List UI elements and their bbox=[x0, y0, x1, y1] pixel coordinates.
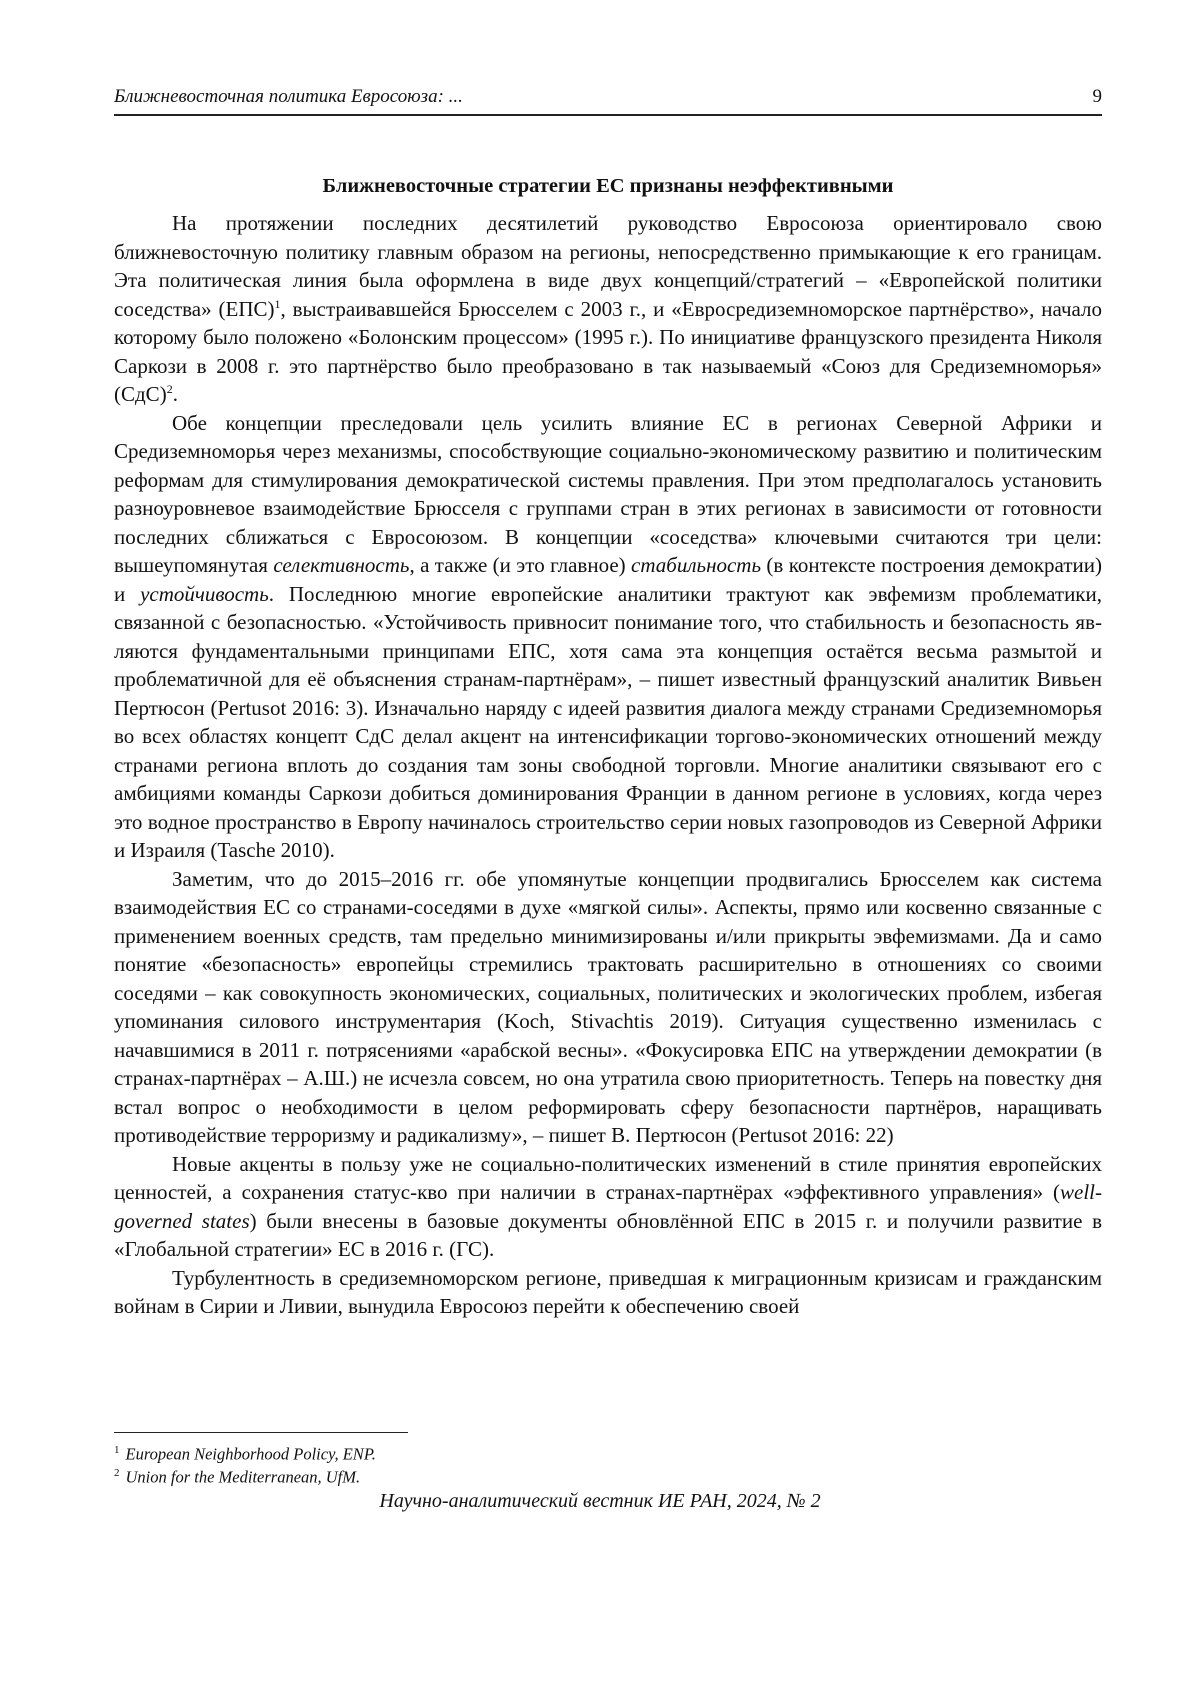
running-title: Ближневосточная политика Евросоюза: ... bbox=[114, 86, 463, 107]
footnote-divider bbox=[114, 1432, 408, 1433]
body-text bbox=[114, 209, 1102, 1321]
paragraph-1: На протяжении последних десятилетий руководство Евросоюза ориентировало свою ближневосточную политику главным образом на регионы, непосредственно примыкающие к его границам. Эта политическая линия была оформлена в виде двух концепций/стратегий – «Европейской политики соседства» (ЕПС)$^1$, выстраивавшейся Брюсселем с 2003 г., и «Евросредиземноморское партнёрство», начало которому было положено «Болонским процессом» (1995 г.). По инициативе французского президента Николя Саркози в 2008 г. это партнёрство было преобразовано в так называемый «Союз для Средиземноморья» (СдС)$^2$. bbox=[114, 211, 1102, 406]
footnotes bbox=[114, 1441, 1102, 1486]
paragraph-2: Обе концепции преследовали цель усилить влияние ЕС в регионах Северной Африки и Средиземноморья через механизмы, способствующие социально-экономическому развитию и политическим реформам для стимулирования демократической системы правления. При этом предполагалось установить разноуровневое взаимодействие Брюсселя с группами стран в этих регионах в зависимости от готовности последних сближаться с Евросоюзом. В концепции «соседства» ключевыми считаются три цели: вышеупомянутая селективность, а также (и это главное) стабильность (в контексте построения демократии) и устойчивость. Последнюю многие европейские аналитики трактуют как эвфемизм проблематики, связанной с безопасностью. «Устойчивость привносит понимание того, что стабильность и безопасность являются фундаментальными принципами ЕПС, хотя сама эта концепция остаётся весьма размытой и проблематичной для её объяснения странам-партнёрам», – пишет известный французский аналитик Вивьен Пертюсон (Pertusot 2016: 3). Изначально наряду с идеей развития диалога между странами Средиземноморья во всех областях концепт СдС делал акцент на интенсификации торгово-экономических отношений между странами региона вплоть до создания там зоны свободной торговли. Многие аналитики связывают его с амбициями команды Саркози добиться доминирования Франции в данном регионе в условиях, когда через это водное пространство в Европу начиналось строительство серии новых газопроводов из Северной Африки и Израиля (Tasche 2010). bbox=[114, 410, 1102, 862]
footnote-2: $^2$ Union for the Mediterranean, UfM. bbox=[114, 1466, 361, 1486]
term-resilience: устойчивость bbox=[140, 581, 269, 606]
paragraph-3: Заметим, что до 2015–2016 гг. обе упомянутые концепции продвигались Брюсселем как система взаимодействия ЕС со странами-соседями в духе «мягкой силы». Аспекты, прямо или косвенно связанные с применением военных средств, там предельно минимизированы и/или прикрыты эвфемизмами. Да и само понятие «безопасность» европейцы стремились трактовать расширительно в отношениях со своими соседями – как совокупность экономических, социальных, политических и экологических проблем, избегая упоминания силового инструментария (Koch, Stivachtis 2019). Ситуация существенно изменилась с начавшимися в 2011 г. потрясениями «арабской весны». «Фокусировка ЕПС на утверждении демократии (в странах-партнёрах – А.Ш.) не исчезла совсем, но она утратила свою приоритетность. Теперь на повестку дня встал вопрос о необходимости в целом реформировать сферу безопасности партнёров, наращивать противодействие терроризму и радикализму», – пишет В. Пертюсон (Pertusot 2016: 22) bbox=[114, 866, 1102, 1147]
paragraph-5: Турбулентность в средиземноморском регионе, приведшая к миграционным кризисам и гражданским войнам в Сирии и Ливии, вынудила Евросоюз перейти к обеспечению своей bbox=[114, 1265, 1102, 1318]
footnote-1: $^1$ European Neighborhood Policy, ENP. bbox=[114, 1444, 376, 1464]
page-number: 9 bbox=[1092, 86, 1102, 107]
running-header bbox=[114, 82, 1102, 116]
term-well-governed: well-governed states bbox=[114, 1180, 1102, 1233]
term-stability: стабильность bbox=[631, 553, 762, 577]
footnote-ref-2[interactable]: 2 bbox=[166, 382, 173, 396]
paragraph-4: Новые акценты в пользу уже не социально-политических изменений в стиле принятия европейских ценностей, а сохранения статус-кво при наличии в странах-партнёрах «эффективного управления» (well-governed states) были внесены в базовые документы обновлённой ЕПС в 2015 г. и получили развитие в «Глобальной стратегии» ЕС в 2016 г. (ГС). bbox=[114, 1151, 1102, 1261]
footnote-ref-1[interactable]: 1 bbox=[274, 296, 281, 311]
term-selectivity: селективность bbox=[273, 553, 410, 577]
section-heading: Ближневосточные стратегии ЕС признаны неэффективными bbox=[322, 175, 894, 197]
journal-footer: Научно-аналитический вестник ИЕ РАН, 2024, № 2 bbox=[379, 1490, 821, 1512]
